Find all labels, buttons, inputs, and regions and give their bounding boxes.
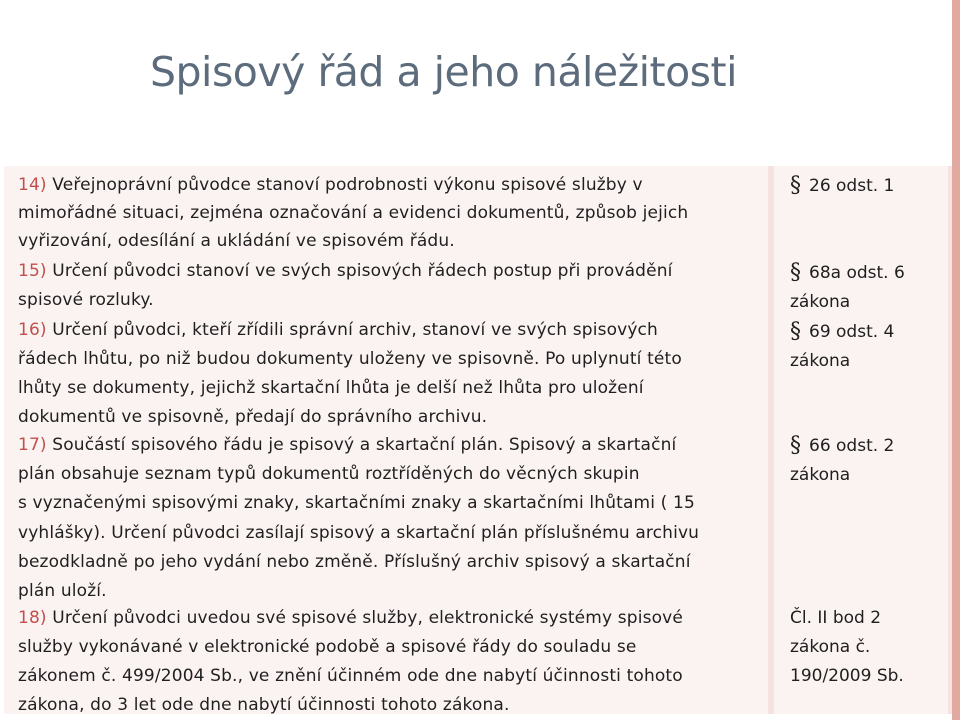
item-text: řádech lhůtu, po niž budou dokumenty uloženy ve spisovně. Po uplynutí této [18, 349, 682, 369]
reference-text: Čl. II bod 2 [790, 608, 882, 628]
item-number: 14) [18, 175, 47, 195]
reference-text: 68a odst. 6 [809, 263, 905, 283]
item-number: 15) [18, 261, 47, 281]
item-text: zákonem č. 499/2004 Sb., ve znění účinném ode dne nabytí účinnosti tohoto [18, 666, 683, 686]
reference-column [774, 166, 948, 714]
item-text: Součástí spisového řádu je spisový a skartační plán. Spisový a skartační [46, 435, 677, 455]
section-sign-icon: § [790, 433, 801, 458]
item-text: mimořádné situaci, zejména označování a evidenci dokumentů, způsob jejich [18, 203, 689, 223]
section-sign-icon: § [790, 260, 801, 285]
reference-text: 69 odst. 4 [809, 322, 895, 342]
accent-bar [952, 0, 960, 720]
item-text: Určení původci stanoví ve svých spisových řádech postup při provádění [46, 261, 673, 281]
item-text: služby vykonávané v elektronické podobě a spisové řády do souladu se [18, 637, 637, 657]
item-text: vyhlášky). Určení původci zasílají spisový a skartační plán příslušnému archivu [18, 523, 700, 543]
item-text: spisové rozluky. [18, 290, 154, 310]
reference-text: zákona [790, 292, 851, 312]
item-text: Určení původci, kteří zřídili správní archiv, stanoví ve svých spisových [46, 320, 658, 340]
reference-text: zákona [790, 465, 851, 485]
item-text: plán obsahuje seznam typů dokumentů roztříděných do věcných skupin [18, 464, 640, 484]
main-text-column [4, 166, 768, 714]
item-number: 16) [18, 320, 47, 340]
item-text: dokumentů ve spisovně, předají do správního archivu. [18, 407, 488, 427]
reference-text: 66 odst. 2 [809, 436, 895, 456]
page-title: Spisový řád a jeho náležitosti [150, 48, 737, 96]
reference-text: zákona [790, 351, 851, 371]
item-text: Určení původci uvedou své spisové služby, elektronické systémy spisové [46, 608, 683, 628]
item-text: s vyznačenými spisovými znaky, skartačními znaky a skartačními lhůtami ( 15 [18, 493, 695, 513]
reference-text: 190/2009 Sb. [790, 666, 904, 686]
item-text: plán uloží. [18, 581, 107, 601]
item-text: lhůty se dokumenty, jejichž skartační lhůta je delší než lhůta pro uložení [18, 378, 644, 398]
item-text: zákona, do 3 let ode dne nabytí účinnosti tohoto zákona. [18, 695, 510, 715]
section-sign-icon: § [790, 319, 801, 344]
item-number: 17) [18, 435, 47, 455]
section-sign-icon: § [790, 173, 801, 198]
reference-text: zákona č. [790, 637, 871, 657]
reference-text: 26 odst. 1 [809, 176, 895, 196]
item-text: Veřejnoprávní původce stanoví podrobnosti výkonu spisové služby v [46, 175, 643, 195]
item-number: 18) [18, 608, 47, 628]
item-text: vyřizování, odesílání a ukládání ve spisovém řádu. [18, 231, 455, 251]
item-text: bezodkladně po jeho vydání nebo změně. Příslušný archiv spisový a skartační [18, 552, 691, 572]
